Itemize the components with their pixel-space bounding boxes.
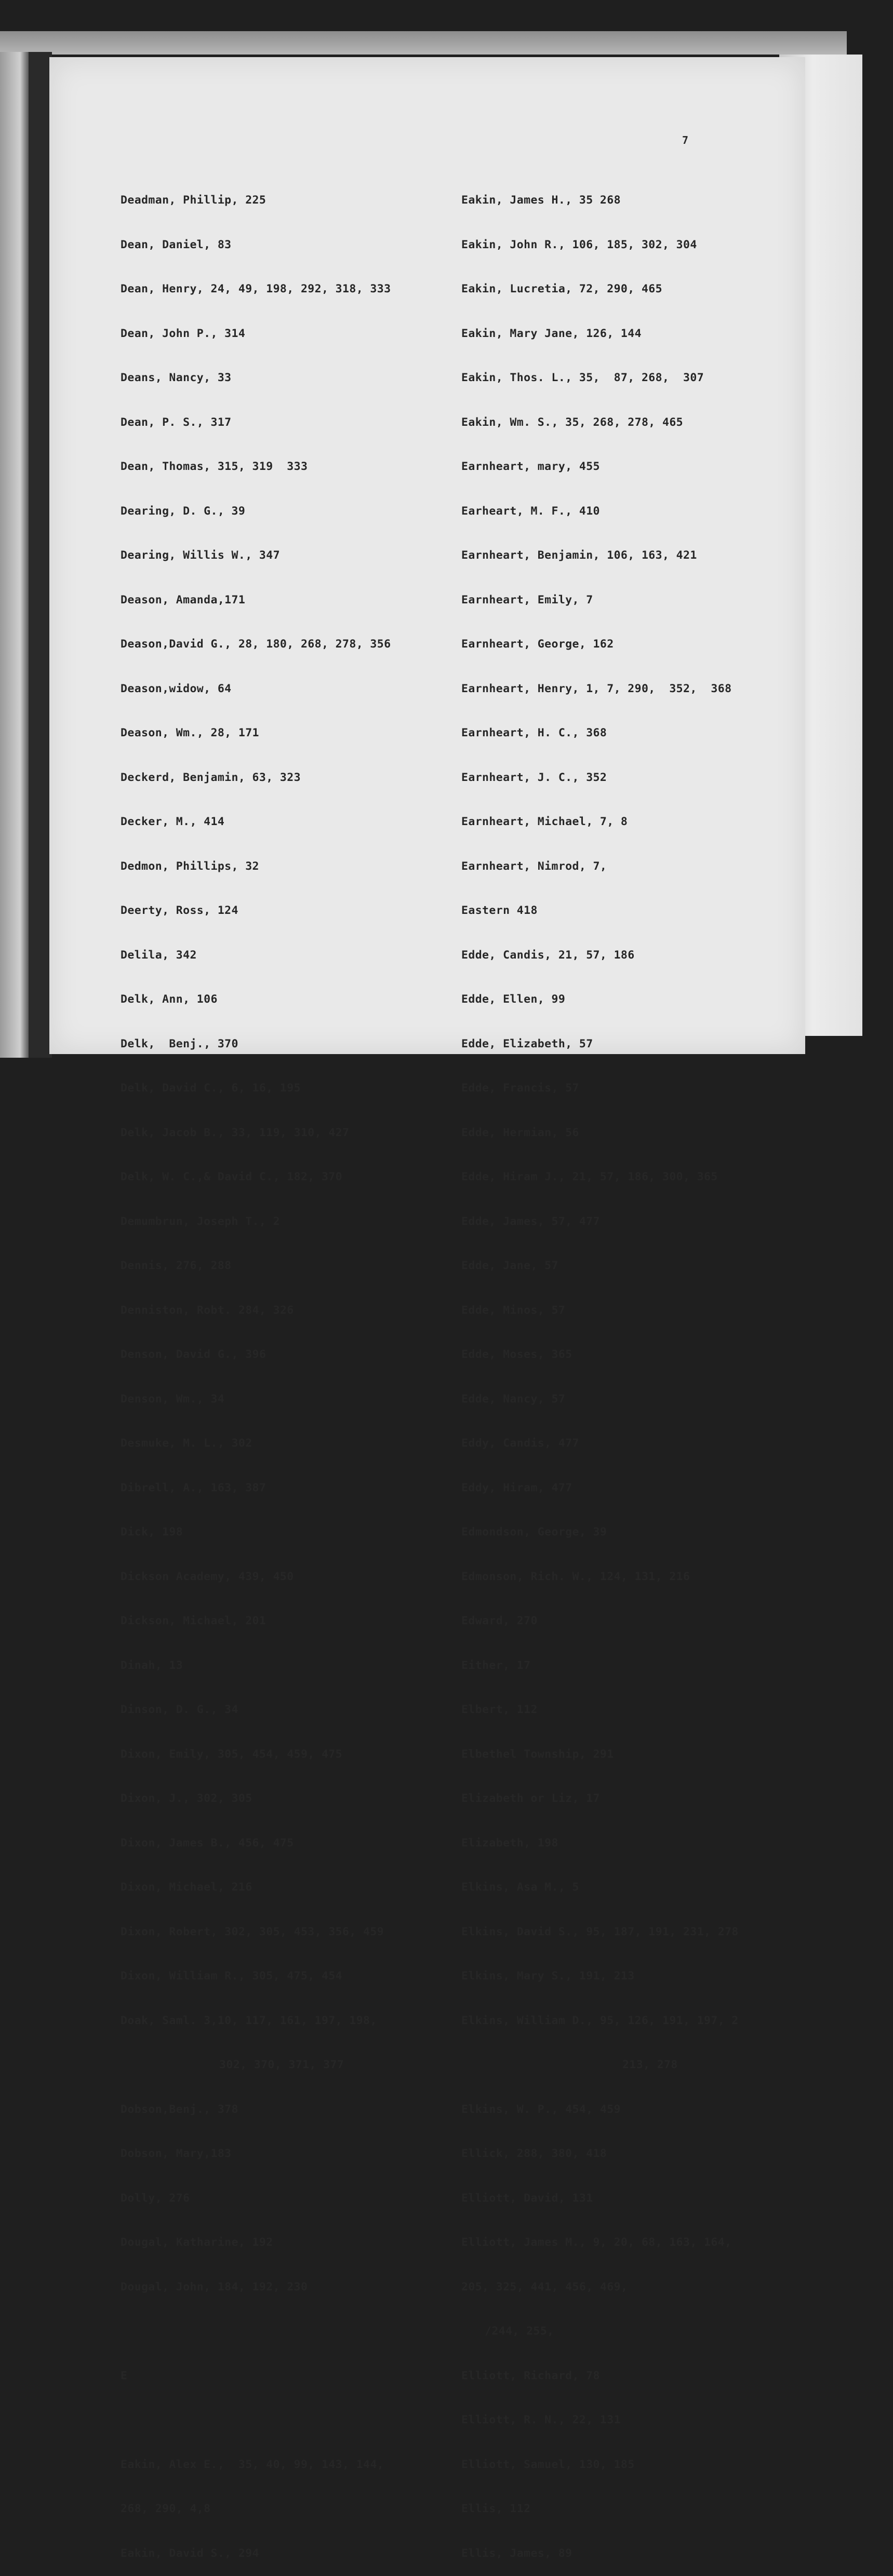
index-entry: Dickson, Michael, 201 — [121, 1614, 266, 1627]
index-entry: Denniston, Robt. 284, 326 — [121, 1303, 294, 1317]
index-entry: Dean, P. S., 317 — [121, 415, 232, 429]
index-entry: Dougal, John, 184, 192, 230 — [121, 2280, 308, 2294]
index-entry-continuation: 205, 325, 441, 456, 469, — [461, 2280, 628, 2294]
index-entry: Decker, M., 414 — [121, 815, 225, 828]
index-entry: Dean, Thomas, 315, 319 333 — [121, 460, 308, 473]
index-entry: Dixon, Emily, 305, 454, 459, 475 — [121, 1747, 343, 1761]
index-entry: Doak, Saml. 3,10, 117, 161, 197, 198, — [121, 2014, 377, 2027]
index-entry: Earnheart, Emily, 7 — [461, 593, 593, 606]
index-entry: Dearing, Willis W., 347 — [121, 549, 280, 562]
index-entry: Eakin, Thos. L., 35, 87, 268, 307 — [461, 371, 704, 384]
index-column-left — [121, 164, 391, 2576]
index-entry: Elkins, William D., 95, 126, 191, 197, 2 — [461, 2014, 739, 2027]
index-entry: Elkins, David S., 95, 187, 191, 231, 278 — [461, 1925, 739, 1938]
index-entry: Elliott, Richard, 78 — [461, 2369, 600, 2382]
index-entry: Edmondson, George, 39 — [461, 1526, 607, 1539]
index-entry: Earheart, M. F., 410 — [461, 504, 600, 518]
index-entry: Eakin, Mary Jane, 126, 144 — [461, 327, 642, 340]
index-entry: Demumbrun, Joseph T., 2 — [121, 1215, 280, 1228]
index-entry: Eakin, Alex E., 35, 40, 99, 143, 144, — [121, 2458, 384, 2471]
index-entry: Earnheart, Henry, 1, 7, 290, 352, 368 — [461, 682, 732, 695]
index-entry: Elliott, James M., 9, 20, 68, 163, 164, — [461, 2236, 732, 2249]
index-entry: Dennis, 276, 288 — [121, 1259, 232, 1272]
index-entry: Edde, Jane, 57 — [461, 1259, 558, 1272]
index-entry: Earnheart, George, 162 — [461, 638, 614, 651]
book-spine — [0, 52, 29, 1058]
index-entry: Earnheart, H. C., 368 — [461, 726, 607, 739]
index-entry: Edde, Minos, 57 — [461, 1303, 566, 1317]
index-entry: Elliott, R. N., 22, 131 — [461, 2413, 621, 2426]
index-entry: Edde, Nancy, 57 — [461, 1392, 566, 1406]
index-entry: Deason, Amanda,171 — [121, 593, 246, 606]
index-entry: Deadman, Phillip, 225 — [121, 194, 266, 207]
index-entry: Eastern 418 — [461, 904, 538, 917]
index-entry: Delk, Benj., 370 — [121, 1037, 238, 1050]
index-entry: Ellis, James, 89 — [461, 2546, 572, 2560]
index-entry: Elliott, Samuel, 130, 185 — [461, 2458, 635, 2471]
index-entry: Edde, Moses, 365 — [461, 1348, 572, 1361]
index-entry: Earnheart, Benjamin, 106, 163, 421 — [461, 549, 697, 562]
index-entry: Elizabeth or Liz, 17 — [461, 1792, 600, 1805]
index-entry: Delk, Jacob B., 33, 119, 310, 427 — [121, 1126, 350, 1139]
section-spacer — [121, 2413, 391, 2428]
index-entry: Deason,widow, 64 — [121, 682, 232, 695]
index-entry: Edward, 270 — [461, 1614, 538, 1627]
index-entry: Either, 17 — [461, 1658, 531, 1672]
index-entry: Eakin, James H., 35 268 — [461, 194, 621, 207]
index-entry: Dixon, James B., 456, 475 — [121, 1836, 294, 1850]
index-entry: Dearing, D. G., 39 — [121, 504, 246, 518]
index-entry-continuation: 268, 290, 4,8 — [121, 2502, 211, 2515]
index-entry: Earnheart, J. C., 352 — [461, 771, 607, 784]
index-entry: Elkins, W. P., 454, 459 — [461, 2102, 621, 2116]
index-entry: Delila, 342 — [121, 948, 197, 962]
index-entry: Edmonson, Rich. W., 124, 131, 216 — [461, 1570, 690, 1583]
index-entry: Eddy, Candis, 477 — [461, 1437, 579, 1450]
index-entry: Dixon, William R., 305, 475, 454 — [121, 1970, 343, 1982]
section-spacer — [121, 2324, 391, 2339]
index-entry: Delk, David C., 6, 16, 195 — [121, 1082, 301, 1095]
index-entry: Denson, David G., 396 — [121, 1348, 266, 1361]
index-entry-continuation: 302, 370, 371, 377 — [219, 2058, 344, 2071]
index-entry: Dinson, D. G., 34 — [121, 1703, 238, 1716]
index-entry: Eakin, Wm. S., 35, 268, 278, 465 — [461, 415, 684, 429]
index-entry: Edde, Hiram J., 21, 57, 186, 300, 365 — [461, 1170, 718, 1183]
index-entry: Dougal, Katharine, 192 — [121, 2236, 273, 2249]
index-entry: Elbert, 112 — [461, 1703, 538, 1716]
index-entry: Delk, W. C.,& David C., 182, 370 — [121, 1170, 343, 1183]
index-entry: Edde, Francis, 57 — [461, 1082, 579, 1095]
index-column-right — [461, 164, 739, 2576]
index-entry: Elizabeth, 198 — [461, 1836, 558, 1850]
index-entry: Deerty, Ross, 124 — [121, 904, 238, 917]
index-entry: Eakin, John R., 106, 185, 302, 304 — [461, 238, 697, 251]
index-entry: Earnheart, mary, 455 — [461, 460, 600, 473]
index-entry: Desmuke, M. L., 302 — [121, 1437, 252, 1450]
index-entry: Dixon, Robert, 302, 305, 453, 356, 459 — [121, 1925, 384, 1938]
index-entry: Deason,David G., 28, 180, 268, 278, 356 — [121, 638, 391, 651]
index-entry: Dean, Henry, 24, 49, 198, 292, 318, 333 — [121, 282, 391, 295]
index-entry: Dean, Daniel, 83 — [121, 238, 232, 251]
index-entry: Edde, Elizabeth, 57 — [461, 1037, 593, 1050]
index-entry: Eddy, Hiram, 477 — [461, 1481, 572, 1494]
index-entry: Ellis, 112 — [461, 2502, 531, 2515]
index-entry: Deason, Wm., 28, 171 — [121, 726, 259, 739]
index-entry: Dixon, Michael, 216 — [121, 1881, 252, 1894]
index-entry: Dean, John P., 314 — [121, 327, 246, 340]
index-entry: Deckerd, Benjamin, 63, 323 — [121, 771, 301, 784]
index-entry: Edde, Hermian, 56 — [461, 1126, 579, 1139]
index-entry: Elbethel Township, 291 — [461, 1747, 614, 1761]
index-entry: Edde, James, 57, 477 — [461, 1215, 600, 1228]
index-entry: Denson, Wm., 34 — [121, 1392, 225, 1406]
index-entry: Dedmon, Phillips, 32 — [121, 859, 259, 873]
index-entry: Elkins, Mary S., 191, 213 — [461, 1970, 635, 1982]
index-entry: Earnheart, Nimrod, 7, — [461, 859, 607, 873]
page-gutter — [29, 52, 52, 1058]
index-entry-continuation: 213, 278 — [622, 2058, 678, 2071]
index-entry: Edde, Ellen, 99 — [461, 993, 566, 1006]
index-entry: Earnheart, Michael, 7, 8 — [461, 815, 628, 828]
index-entry: Eakin, Lucretia, 72, 290, 465 — [461, 282, 662, 295]
page-number: 7 — [682, 134, 689, 146]
index-entry: Dobson, Mary,183 — [121, 2147, 232, 2160]
index-entry: Delk, Ann, 106 — [121, 993, 218, 1006]
section-letter: E — [121, 2369, 128, 2382]
index-entry: Dobson,Benj., 378 — [121, 2102, 238, 2116]
index-entry: Dibrell, A., 163, 387 — [121, 1481, 266, 1494]
index-entry: Dixon, J., 302, 305 — [121, 1792, 252, 1805]
index-entry-continuation: /244, 255, — [485, 2325, 554, 2338]
index-entry: Edde, Candis, 21, 57, 186 — [461, 948, 635, 962]
index-entry: Eakin, David S., 294 — [121, 2546, 259, 2560]
index-entry: Ellick, 288, 380, 418 — [461, 2147, 607, 2160]
index-entry: Elliott, David, 131 — [461, 2191, 593, 2205]
index-entry: Deans, Nancy, 33 — [121, 371, 232, 384]
index-entry: Dinah, 13 — [121, 1658, 183, 1672]
index-entry: Dickson Academy, 439, 450 — [121, 1570, 294, 1583]
index-entry: Dick, 198 — [121, 1526, 183, 1539]
index-entry: Dolly, 276 — [121, 2191, 190, 2205]
scanner-top-edge — [0, 31, 847, 55]
index-entry: Elkins, Asa M., 5 — [461, 1881, 579, 1894]
